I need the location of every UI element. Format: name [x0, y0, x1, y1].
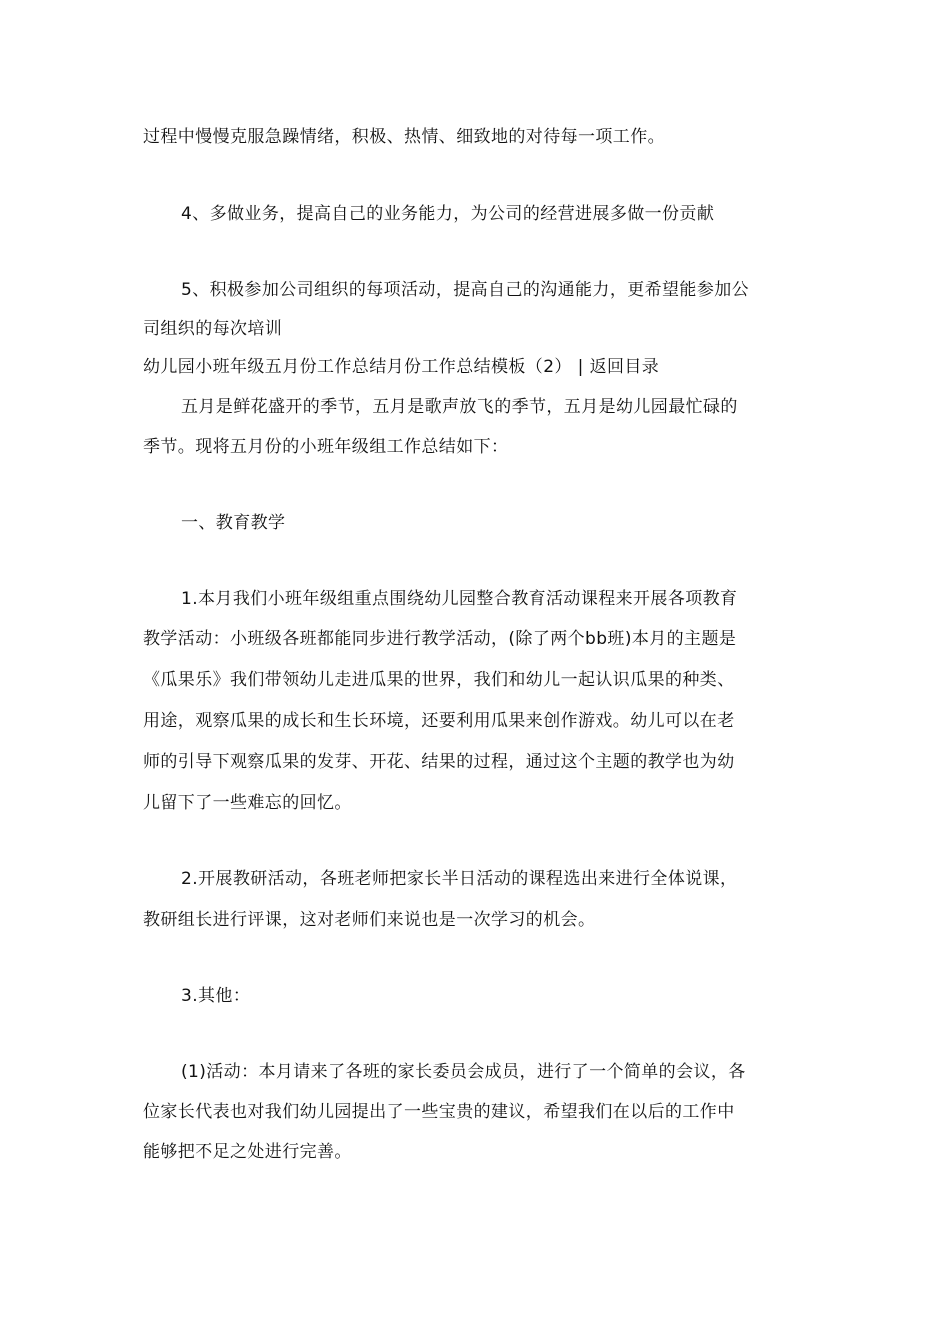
paragraph-line: 过程中慢慢克服急躁情绪，积极、热情、细致地的对待每一项工作。 — [143, 127, 665, 147]
paragraph-line: 《瓜果乐》我们带领幼儿走进瓜果的世界，我们和幼儿一起认识瓜果的种类、 — [143, 670, 735, 690]
paragraph-line: 五月是鲜花盛开的季节，五月是歌声放飞的季节，五月是幼儿园最忙碌的 — [181, 397, 738, 417]
paragraph-line: 位家长代表也对我们幼儿园提出了一些宝贵的建议，希望我们在以后的工作中 — [143, 1102, 735, 1122]
paragraph-line: 2.开展教研活动，各班老师把家长半日活动的课程选出来进行全体说课， — [181, 869, 738, 889]
paragraph-line: 3.其他： — [181, 986, 251, 1006]
paragraph-line: 教研组长进行评课，这对老师们来说也是一次学习的机会。 — [143, 910, 596, 930]
paragraph-line: 能够把不足之处进行完善。 — [143, 1142, 352, 1162]
paragraph-line: 5、积极参加公司组织的每项活动，提高自己的沟通能力，更希望能参加公 — [181, 280, 750, 300]
paragraph-line: 教学活动：小班级各班都能同步进行教学活动，(除了两个bb班)本月的主题是 — [143, 629, 737, 649]
section-title: 幼儿园小班年级五月份工作总结月份工作总结模板（2） — [143, 357, 572, 377]
paragraph-line: 司组织的每次培训 — [143, 319, 283, 339]
paragraph-line: (1)活动：本月请来了各班的家长委员会成员，进行了一个简单的会议，各 — [181, 1062, 746, 1082]
paragraph-line: 季节。现将五月份的小班年级组工作总结如下： — [143, 437, 509, 457]
subsection-title: 一、教育教学 — [181, 513, 286, 533]
paragraph-line: 师的引导下观察瓜果的发芽、开花、结果的过程，通过这个主题的教学也为幼 — [143, 752, 735, 772]
section-heading — [143, 356, 659, 378]
paragraph-line: 用途，观察瓜果的成长和生长环境，还要利用瓜果来创作游戏。幼儿可以在老 — [143, 711, 735, 731]
heading-separator: | — [577, 357, 584, 377]
paragraph-line: 儿留下了一些难忘的回忆。 — [143, 793, 352, 813]
paragraph-line: 1.本月我们小班年级组重点围绕幼儿园整合教育活动课程来开展各项教育 — [181, 589, 738, 609]
paragraph-line: 4、多做业务，提高自己的业务能力，为公司的经营进展多做一份贡献 — [181, 204, 715, 224]
return-to-toc-link[interactable]: 返回目录 — [589, 357, 660, 377]
